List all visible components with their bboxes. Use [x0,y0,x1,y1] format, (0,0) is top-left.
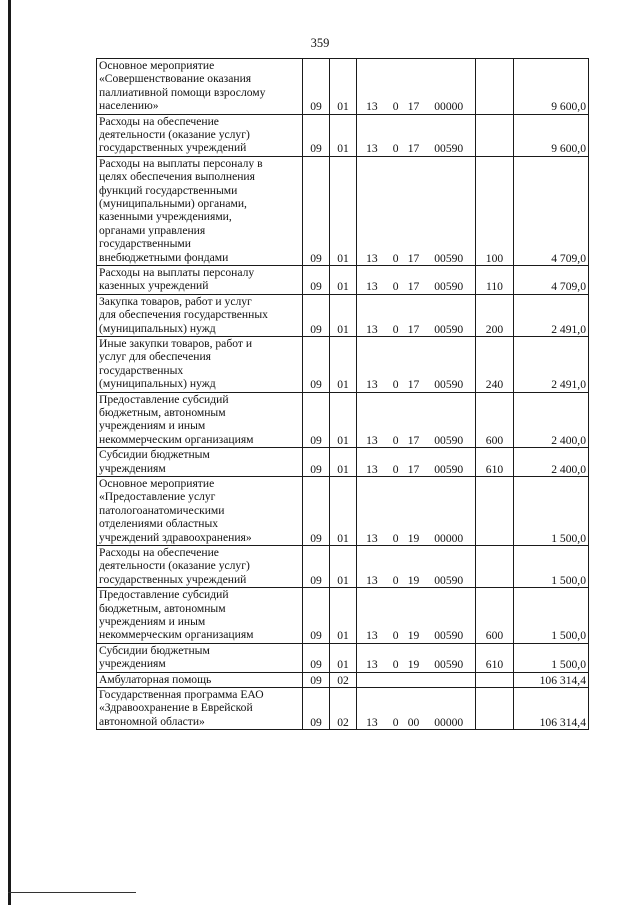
target-article-parts [357,532,475,545]
target-article-part: 13 [366,658,378,672]
row-name-line: Государственная программа ЕАО [99,687,264,701]
subsection-code-cell: 02 [330,687,357,729]
target-article-part: 17 [407,280,420,294]
table-row [97,392,589,448]
target-article-part: 0 [392,658,399,672]
row-name-line: учреждениям и иным [99,614,206,628]
page-number: 359 [310,36,330,50]
row-name-line: учреждениям [99,461,166,475]
target-article-part: 17 [407,251,420,265]
target-article-cell [357,687,476,729]
target-article-cell [357,672,476,687]
expense-type-cell [476,545,514,587]
row-name-cell [97,294,303,336]
table-row [97,59,589,115]
expense-type-cell [476,672,514,687]
target-article-part: 13 [366,378,378,392]
subsection-code-cell: 01 [330,265,357,294]
section-code-cell: 09 [303,687,330,729]
row-name-cell [97,392,303,448]
target-article-part: 19 [407,629,420,643]
row-name-line: Основное мероприятие [99,476,215,490]
amount-cell: 2 491,0 [514,294,589,336]
row-name-line: некоммерческим организациям [99,432,254,446]
target-article-part: 00590 [434,378,464,392]
target-article-cell [357,336,476,392]
row-name-cell [97,59,303,115]
expense-type-cell: 100 [476,156,514,265]
target-article-part: 00590 [434,251,464,265]
amount-cell: 106 314,4 [514,687,589,729]
target-article-cell [357,59,476,115]
row-name-line: (муниципальными) органами, [99,197,247,210]
section-code-cell: 09 [303,265,330,294]
amount-cell: 1 500,0 [514,643,589,672]
target-article-part: 00590 [434,322,464,336]
row-name-cell [97,265,303,294]
subsection-code-cell: 01 [330,59,357,115]
target-article-part: 0 [392,322,399,336]
row-name-cell [97,114,303,156]
target-article-parts [357,574,475,587]
target-article-part: 00590 [434,658,464,672]
row-name-cell [97,156,303,265]
expense-type-cell: 110 [476,265,514,294]
row-name-line: Предоставление субсидий [99,392,229,406]
section-code-cell: 09 [303,336,330,392]
target-article-part: 00590 [434,573,464,587]
target-article-part: 13 [366,573,378,587]
row-name-line: внебюджетными фондами [99,250,229,264]
target-article-cell [357,294,476,336]
target-article-parts [357,629,475,642]
target-article-part: 00590 [434,280,464,294]
target-article-part: 13 [366,715,378,729]
amount-cell: 2 400,0 [514,392,589,448]
subsection-code-cell: 01 [330,545,357,587]
row-name-line: целях обеспечения выполнения [99,170,255,184]
target-article-cell [357,643,476,672]
target-article-part: 00590 [434,142,464,156]
row-name-line: государственных учреждений [99,572,247,586]
target-article-part: 0 [392,462,399,476]
target-article-parts [357,323,475,336]
row-name-line: функций государственными [99,183,238,197]
table-row [97,672,589,687]
target-article-part: 00590 [434,433,464,447]
row-name-line: (муниципальных) нужд [99,377,216,391]
target-article-part: 13 [366,142,378,156]
target-article-part: 00590 [434,462,464,476]
target-article-cell [357,545,476,587]
table-row [97,448,589,477]
section-code-cell: 09 [303,448,330,477]
row-name-line: бюджетным, автономным [99,601,226,615]
subsection-code-cell: 02 [330,672,357,687]
budget-table-body [97,59,589,730]
target-article-part: 00000 [434,715,464,729]
target-article-part: 13 [366,531,378,545]
target-article-part: 17 [407,433,420,447]
target-article-part: 13 [366,462,378,476]
row-name-line: деятельности (оказание услуг) [99,559,250,573]
row-name-cell [97,448,303,477]
row-name-line: Иные закупки товаров, работ и [99,336,253,350]
subsection-code-cell: 01 [330,588,357,644]
section-code-cell: 09 [303,672,330,687]
row-name-line: учреждениям [99,657,166,671]
target-article-cell [357,448,476,477]
target-article-part: 0 [392,100,399,114]
row-name-line: (муниципальных) нужд [99,321,216,335]
target-article-part: 17 [407,100,420,114]
subsection-code-cell: 01 [330,448,357,477]
row-name-cell [97,672,303,687]
row-name-line: «Предоставление услуг [99,490,216,504]
section-code-cell: 09 [303,294,330,336]
row-name-line: Расходы на обеспечение [99,545,219,559]
expense-type-cell [476,59,514,115]
table-row [97,336,589,392]
target-article-part: 17 [407,462,420,476]
row-name-cell [97,545,303,587]
row-name-cell [97,588,303,644]
target-article-part: 19 [407,531,420,545]
row-name-line: Основное мероприятие [99,59,215,72]
target-article-part: 0 [392,629,399,643]
row-name-line: органами управления [99,223,206,237]
target-article-cell [357,476,476,545]
expense-type-cell: 600 [476,392,514,448]
target-article-part: 0 [392,531,399,545]
expense-type-cell [476,476,514,545]
target-article-parts [357,280,475,293]
target-article-part: 0 [392,142,399,156]
target-article-part: 13 [366,100,378,114]
row-name-line: «Здравоохранение в Еврейской [99,701,253,715]
table-row [97,265,589,294]
expense-type-cell [476,687,514,729]
target-article-part: 19 [407,573,420,587]
target-article-parts [357,658,475,671]
row-name-line: для обеспечения государственных [99,308,268,322]
section-code-cell: 09 [303,114,330,156]
row-name-line: «Совершенствование оказания [99,72,252,86]
target-article-parts [357,716,475,729]
row-name-line: Субсидии бюджетным [99,643,210,657]
row-name-line: учреждениям и иным [99,419,206,433]
row-name-cell [97,643,303,672]
target-article-parts [357,142,475,155]
target-article-part: 13 [366,322,378,336]
row-name-line: государственных [99,363,184,377]
row-name-line: паллиативной помощи взрослому [99,85,266,99]
subsection-code-cell: 01 [330,392,357,448]
row-name-line: учреждений здравоохранения» [99,530,252,544]
row-name-line: Расходы на обеспечение [99,114,219,128]
row-name-cell [97,687,303,729]
row-name-line: казенных учреждений [99,279,209,293]
subsection-code-cell: 01 [330,156,357,265]
target-article-part: 0 [392,715,399,729]
target-article-part: 19 [407,658,420,672]
target-article-part: 00 [407,715,420,729]
subsection-code-cell: 01 [330,114,357,156]
row-name-line: Предоставление субсидий [99,588,229,602]
table-row [97,643,589,672]
table-row [97,114,589,156]
target-article-parts [357,434,475,447]
expense-type-cell: 600 [476,588,514,644]
table-row [97,476,589,545]
section-code-cell: 09 [303,588,330,644]
section-code-cell: 09 [303,476,330,545]
target-article-cell [357,392,476,448]
subsection-code-cell: 01 [330,476,357,545]
target-article-part: 13 [366,629,378,643]
target-article-part: 00000 [434,531,464,545]
bottom-margin-rule [8,892,136,893]
section-code-cell: 09 [303,643,330,672]
amount-cell: 1 500,0 [514,476,589,545]
amount-cell: 2 400,0 [514,448,589,477]
expense-type-cell: 610 [476,643,514,672]
target-article-parts [357,100,475,113]
row-name-line: Расходы на выплаты персоналу в [99,156,263,170]
target-article-part: 00590 [434,629,464,643]
section-code-cell: 09 [303,545,330,587]
subsection-code-cell: 01 [330,294,357,336]
amount-cell: 1 500,0 [514,545,589,587]
target-article-part: 0 [392,280,399,294]
target-article-part: 0 [392,573,399,587]
row-name-line: патологоанатомическими [99,503,225,517]
amount-cell: 2 491,0 [514,336,589,392]
section-code-cell: 09 [303,59,330,115]
row-name-line: государственными [99,237,191,251]
row-name-cell [97,476,303,545]
target-article-cell [357,114,476,156]
expense-type-cell [476,114,514,156]
table-row [97,294,589,336]
amount-cell: 9 600,0 [514,59,589,115]
amount-cell: 1 500,0 [514,588,589,644]
target-article-parts [357,378,475,391]
table-row [97,156,589,265]
row-name-line: отделениями областных [99,517,219,531]
amount-cell: 4 709,0 [514,156,589,265]
subsection-code-cell: 01 [330,336,357,392]
expense-type-cell: 200 [476,294,514,336]
target-article-cell [357,265,476,294]
row-name-line: населению» [99,99,159,113]
target-article-part: 13 [366,251,378,265]
left-margin-rule [8,0,11,905]
expense-type-cell: 240 [476,336,514,392]
target-article-parts [357,463,475,476]
amount-cell: 9 600,0 [514,114,589,156]
row-name-cell [97,336,303,392]
table-row [97,588,589,644]
row-name-line: автономной области» [99,714,205,728]
row-name-line: Закупка товаров, работ и услуг [99,294,252,308]
section-code-cell: 09 [303,156,330,265]
row-name-line: бюджетным, автономным [99,405,226,419]
target-article-part: 13 [366,433,378,447]
table-row [97,545,589,587]
row-name-line: деятельности (оказание услуг) [99,128,250,141]
target-article-cell [357,588,476,644]
row-name-line: некоммерческим организациям [99,628,254,642]
target-article-parts [357,252,475,265]
row-name-line: услуг для обеспечения [99,350,211,364]
target-article-part: 17 [407,142,420,156]
subsection-code-cell: 01 [330,643,357,672]
amount-cell: 4 709,0 [514,265,589,294]
target-article-part: 0 [392,433,399,447]
row-name-line: казенными учреждениями, [99,210,232,224]
amount-cell: 106 314,4 [514,672,589,687]
target-article-part: 13 [366,280,378,294]
row-name-line: Амбулаторная помощь [99,672,212,686]
target-article-part: 17 [407,322,420,336]
expense-type-cell: 610 [476,448,514,477]
target-article-part: 17 [407,378,420,392]
target-article-part: 00000 [434,100,464,114]
row-name-line: государственных учреждений [99,141,247,155]
target-article-part: 0 [392,251,399,265]
section-code-cell: 09 [303,392,330,448]
row-name-line: Субсидии бюджетным [99,448,210,462]
target-article-part: 0 [392,378,399,392]
budget-table [96,58,589,730]
table-row [97,687,589,729]
row-name-line: Расходы на выплаты персоналу [99,265,255,279]
target-article-cell [357,156,476,265]
